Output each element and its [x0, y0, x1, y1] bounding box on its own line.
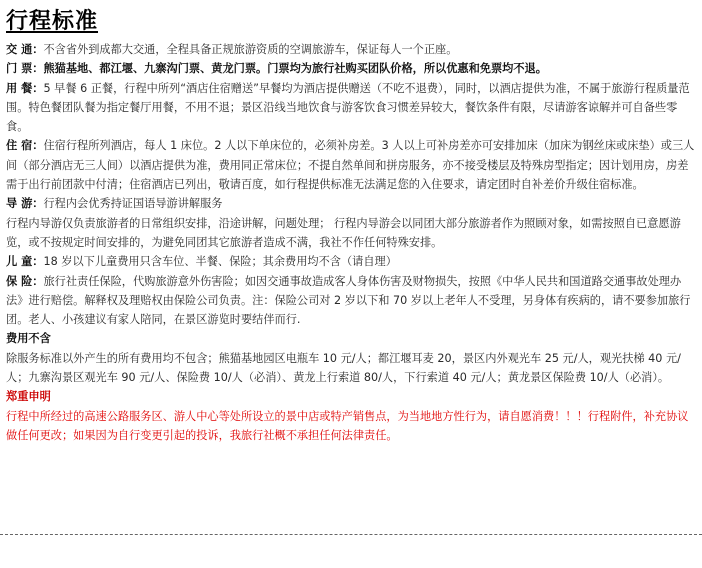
lodging-label: 住 宿：	[6, 139, 44, 153]
notice-text: 行程中所经过的高速公路服务区、游人中心等处所设立的景中店或特产销售点，为当地地方性行为，请自愿消费！！！行程附件，补充协议做任何更改；如果因为自行变更引起的投诉，我旅行社概不承担任何法律责任。	[6, 409, 689, 442]
excluded-costs-heading: 费用不含	[6, 332, 51, 346]
transport-section	[6, 40, 696, 59]
children-section	[6, 252, 696, 271]
excluded-costs-text: 除服务标准以外产生的所有费用均不包含；熊猫基地园区电瓶车 10 元/人；都江堰耳麦 20，景区内外观光车 25 元/人，观光扶梯 40 元/人；九寨沟景区观光车 90 元/人、保险费 10/人（必消）、黄龙上行索道 80/人，下行索道 40 元/人；黄龙景区保险费 10/人（必消）。	[6, 351, 681, 385]
children-label: 儿 童：	[6, 255, 44, 269]
dashed-divider	[0, 534, 702, 535]
insurance-label: 保 险：	[6, 274, 44, 288]
lodging-text: 住宿行程所列酒店，每人 1 床位。2 人以下单床位的，必须补房差。3 人以上可补房差亦可安排加床（加床为钢丝床或床垫）或三人间（部分酒店无三人间）以酒店提供为准，费用同正常床位；不提自然单间和拼房服务，亦不接受楼层及特殊房型指定；因计划用房，房差需于出行前团款中付清；住宿酒店已列出，敬请百度，如行程提供标准无法满足您的入住要求，请定团时自补差价升级住宿标准。	[6, 139, 695, 192]
insurance-section	[6, 272, 696, 330]
transport-text: 不含省外到成都大交通，全程具备正规旅游资质的空调旅游车，保证每人一个正座。	[43, 43, 458, 56]
guide-text: 行程内会优秀持证国语导游讲解服务	[43, 197, 223, 211]
guide-label: 导 游：	[6, 197, 44, 211]
page-title: 行程标准	[6, 9, 99, 34]
meals-section	[6, 79, 696, 137]
children-text: 18 岁以下儿童费用只含车位、半餐、保险；其余费用均不含（请自理）	[43, 255, 397, 269]
tickets-text: 熊猫基地、都江堰、九寨沟门票、黄龙门票。门票均为旅行社购买团队价格，所以优惠和免票均不退。	[43, 62, 547, 76]
meals-label: 用 餐：	[6, 81, 44, 95]
guide-details: 行程内导游仅负责旅游者的日常组织安排，沿途讲解，问题处理； 行程内导游会以同团大部分旅游者作为照顾对象，如需按照自已意愿游览，或不按规定时间安排的，为避免同团其它旅游者造成不满，我社不作任何特殊安排。	[6, 216, 681, 249]
lodging-section	[6, 136, 696, 194]
document-body	[6, 40, 696, 445]
tickets-label: 门 票：	[6, 62, 44, 76]
tickets-section	[6, 59, 696, 78]
insurance-text: 旅行社责任保险，代购旅游意外伤害险；如因交通事故造成客人身体伤害及财物损失，按照《中华人民共和国道路交通事故处理办法》进行赔偿。解释权及理赔权由保险公司负责。注：保险公司对 2 岁以下和 70 岁以上老年人不受理，另身体有疾病的，请不要参加旅行团。老人、小孩建议有家人陪同，在景区游览时要结伴而行.	[6, 274, 691, 327]
guide-section	[6, 194, 696, 213]
notice-heading: 郑重申明	[6, 390, 51, 404]
meals-text: 5 早餐 6 正餐，行程中所列“酒店住宿赠送”早餐均为酒店提供赠送（不吃不退费），同时，以酒店提供为准，不属于旅游行程质量范围。特色餐团队餐为指定餐厅用餐，不用不退；景区沿线当地饮食与游客饮食习惯差异较大，餐饮条件有限，尽请游客谅解并可自备些零食。	[6, 81, 690, 134]
transport-label: 交 通：	[6, 43, 44, 56]
